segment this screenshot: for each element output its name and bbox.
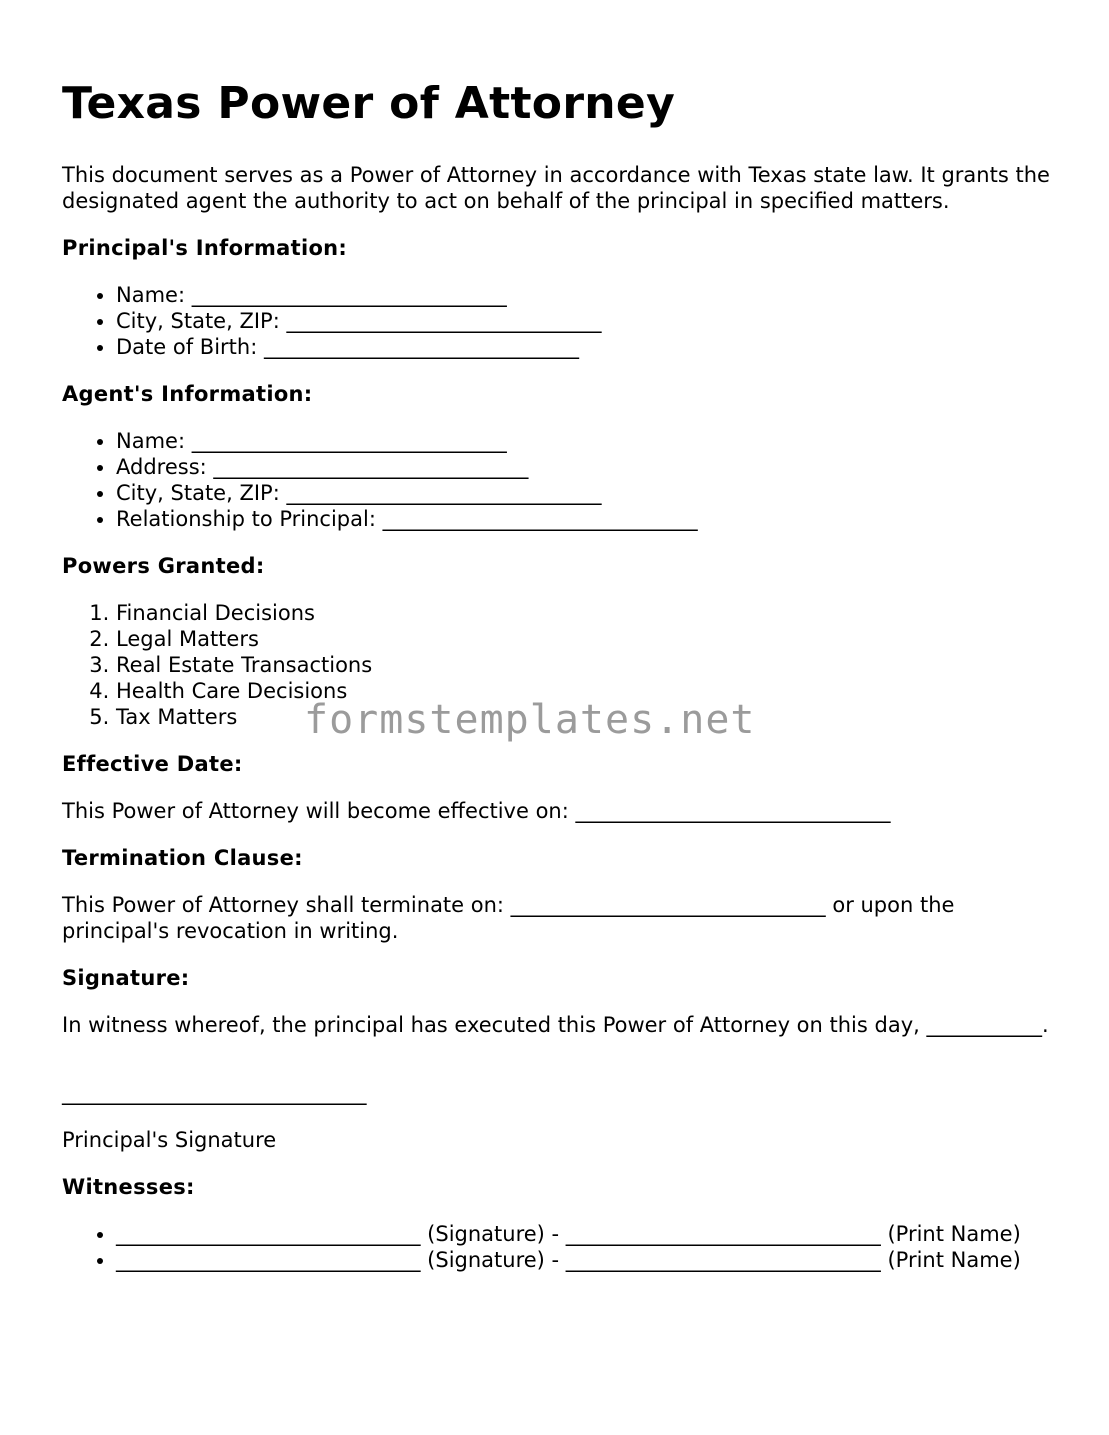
agent-name-field: • Name: ______________________________ <box>116 428 1052 454</box>
power-item: 3. Real Estate Transactions <box>116 652 1052 678</box>
principal-signature-label: Principal's Signature <box>62 1128 277 1152</box>
agent-relationship-field: • Relationship to Principal: ______________________________ <box>116 506 1052 532</box>
witness-line: • _____________________________ (Signature) - ______________________________ (Print Name) <box>116 1247 1052 1273</box>
effective-date-text: This Power of Attorney will become effective on: ______________________________ <box>62 799 891 823</box>
witnesses-heading: Witnesses: <box>62 1175 195 1199</box>
power-item: 5. Tax Matters <box>116 704 1052 730</box>
signature-heading: Signature: <box>62 966 190 990</box>
principal-city-field: • City, State, ZIP: ______________________________ <box>116 308 1052 334</box>
termination-text: This Power of Attorney shall terminate on: ______________________________ or upon the principal's revocation in writing. <box>62 893 955 943</box>
principal-fields-list <box>62 282 1052 360</box>
principal-dob-field: • Date of Birth: ______________________________ <box>116 334 1052 360</box>
signature-witness-text: In witness whereof, the principal has executed this Power of Attorney on this day, ___________. <box>62 1013 1049 1037</box>
document-title: Texas Power of Attorney <box>62 78 676 129</box>
power-item: 1. Financial Decisions <box>116 600 1052 626</box>
document-page <box>62 78 1052 1294</box>
termination-heading: Termination Clause: <box>62 846 303 870</box>
agent-city-field: • City, State, ZIP: ______________________________ <box>116 480 1052 506</box>
agent-fields-list <box>62 428 1052 532</box>
effective-date-heading: Effective Date: <box>62 752 243 776</box>
agent-heading: Agent's Information: <box>62 382 313 406</box>
principal-name-field: • Name: ______________________________ <box>116 282 1052 308</box>
witnesses-list <box>62 1221 1052 1273</box>
principal-heading: Principal's Information: <box>62 236 348 260</box>
signature-spacer <box>62 1059 1052 1080</box>
power-item: 2. Legal Matters <box>116 626 1052 652</box>
agent-address-field: • Address: ______________________________ <box>116 454 1052 480</box>
principal-signature-line: _____________________________ <box>62 1081 367 1105</box>
intro-paragraph: This document serves as a Power of Attorney in accordance with Texas state law. It grants the designated agent the authority to act on behalf of the principal in specified matters. <box>62 163 1050 213</box>
site-watermark: formstemplates.net <box>304 697 756 743</box>
powers-heading: Powers Granted: <box>62 554 265 578</box>
witness-line: • _____________________________ (Signature) - ______________________________ (Print Name) <box>116 1221 1052 1247</box>
power-item: 4. Health Care Decisions <box>116 678 1052 704</box>
